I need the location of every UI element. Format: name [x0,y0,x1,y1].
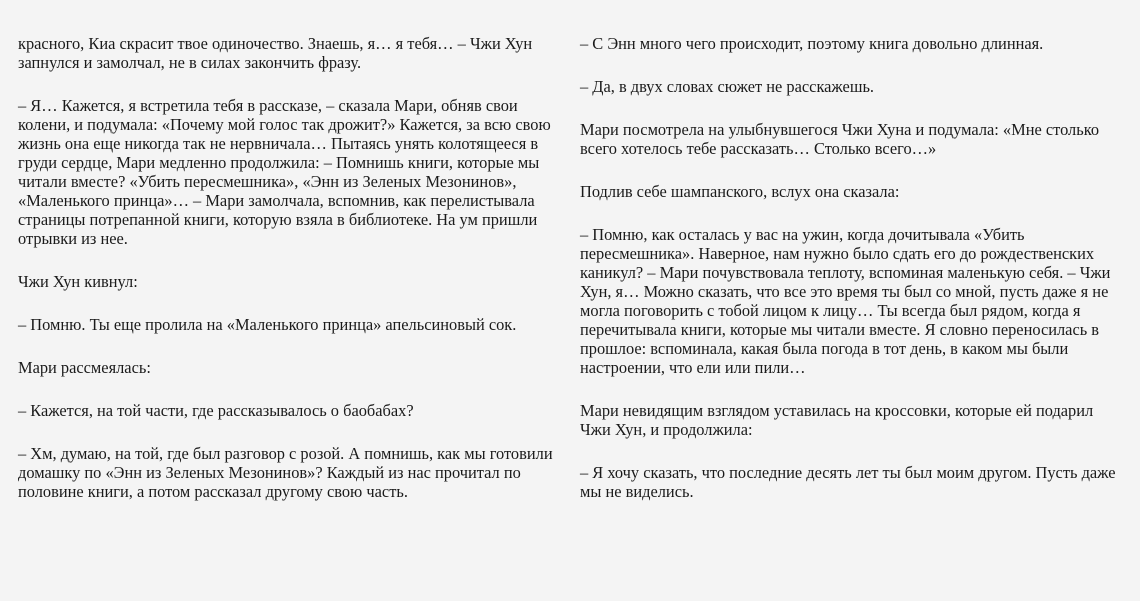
paragraph: – Да, в двух словах сюжет не расскажешь. [580,77,875,96]
paragraph: Мари посмотрела на улыбнувшегося Чжи Хуна и подумала: «Мне столько всего хотелось тебе рассказать… Столько всего…» [580,120,1100,158]
paragraph: – Кажется, на той части, где рассказывалось о баобабах? [18,401,414,420]
paragraph: – Хм, думаю, на той, где был разговор с розой. А помнишь, как мы готовили домашку по «Энн из Зеленых Мезонинов»? Каждый из нас прочитал по половине книги, а потом рассказал другому свою часть. [18,444,553,501]
paragraph: Мари рассмеялась: [18,358,151,377]
paragraph: Чжи Хун кивнул: [18,272,138,291]
paragraph: – С Энн много чего происходит, поэтому книга довольно длинная. [580,34,1044,53]
paragraph: Мари невидящим взглядом уставилась на кроссовки, которые ей подарил Чжи Хун, и продолжила: [580,401,1094,439]
paragraph: – Я… Кажется, я встретила тебя в рассказе, – сказала Мари, обняв свои колени, и подумала: «Почему мой голос так дрожит?» Кажется, за всю свою жизнь она еще никогда так не нервничала… Пытаясь унять колотящееся в груди сердце, Мари медленно продолжила: – Помнишь книги, которые мы читали вместе? «Убить пересмешника», «Энн из Зеленых Мезонинов», «Маленького принца»… – Мари замолчала, вспомнив, как перелистывала страницы потрепанной книги, которую взяла в библиотеке. На ум пришли отрывки из нее. [18,96,551,248]
left-text-column [18,34,566,525]
paragraph: – Помню, как осталась у вас на ужин, когда дочитывала «Убить пересмешника». Наверное, нам нужно было сдать его до рождественских каникул? – Мари почувствовала теплоту, вспоминая маленькую себя. – Чжи Хун, я… Можно сказать, что все это время ты был со мной, пусть даже я не могла поговорить с тобой лицом к лицу… Ты всегда был рядом, когда я перечитывала книги, которые мы читали вместе. Я словно переносилась в прошлое: вспоминала, какая была погода в тот день, в каком мы были настроении, что ели или пили… [580,225,1111,377]
paragraph: – Я хочу сказать, что последние десять лет ты был моим другом. Пусть даже мы не виделись. [580,463,1116,501]
paragraph: Подлив себе шампанского, вслух она сказала: [580,182,900,201]
paragraph: – Помню. Ты еще пролила на «Маленького принца» апельсиновый сок. [18,315,517,334]
right-text-column [580,34,1120,525]
paragraph: красного, Киа скрасит твое одиночество. Знаешь, я… я тебя… – Чжи Хун запнулся и замолчал, не в силах закончить фразу. [18,34,533,72]
